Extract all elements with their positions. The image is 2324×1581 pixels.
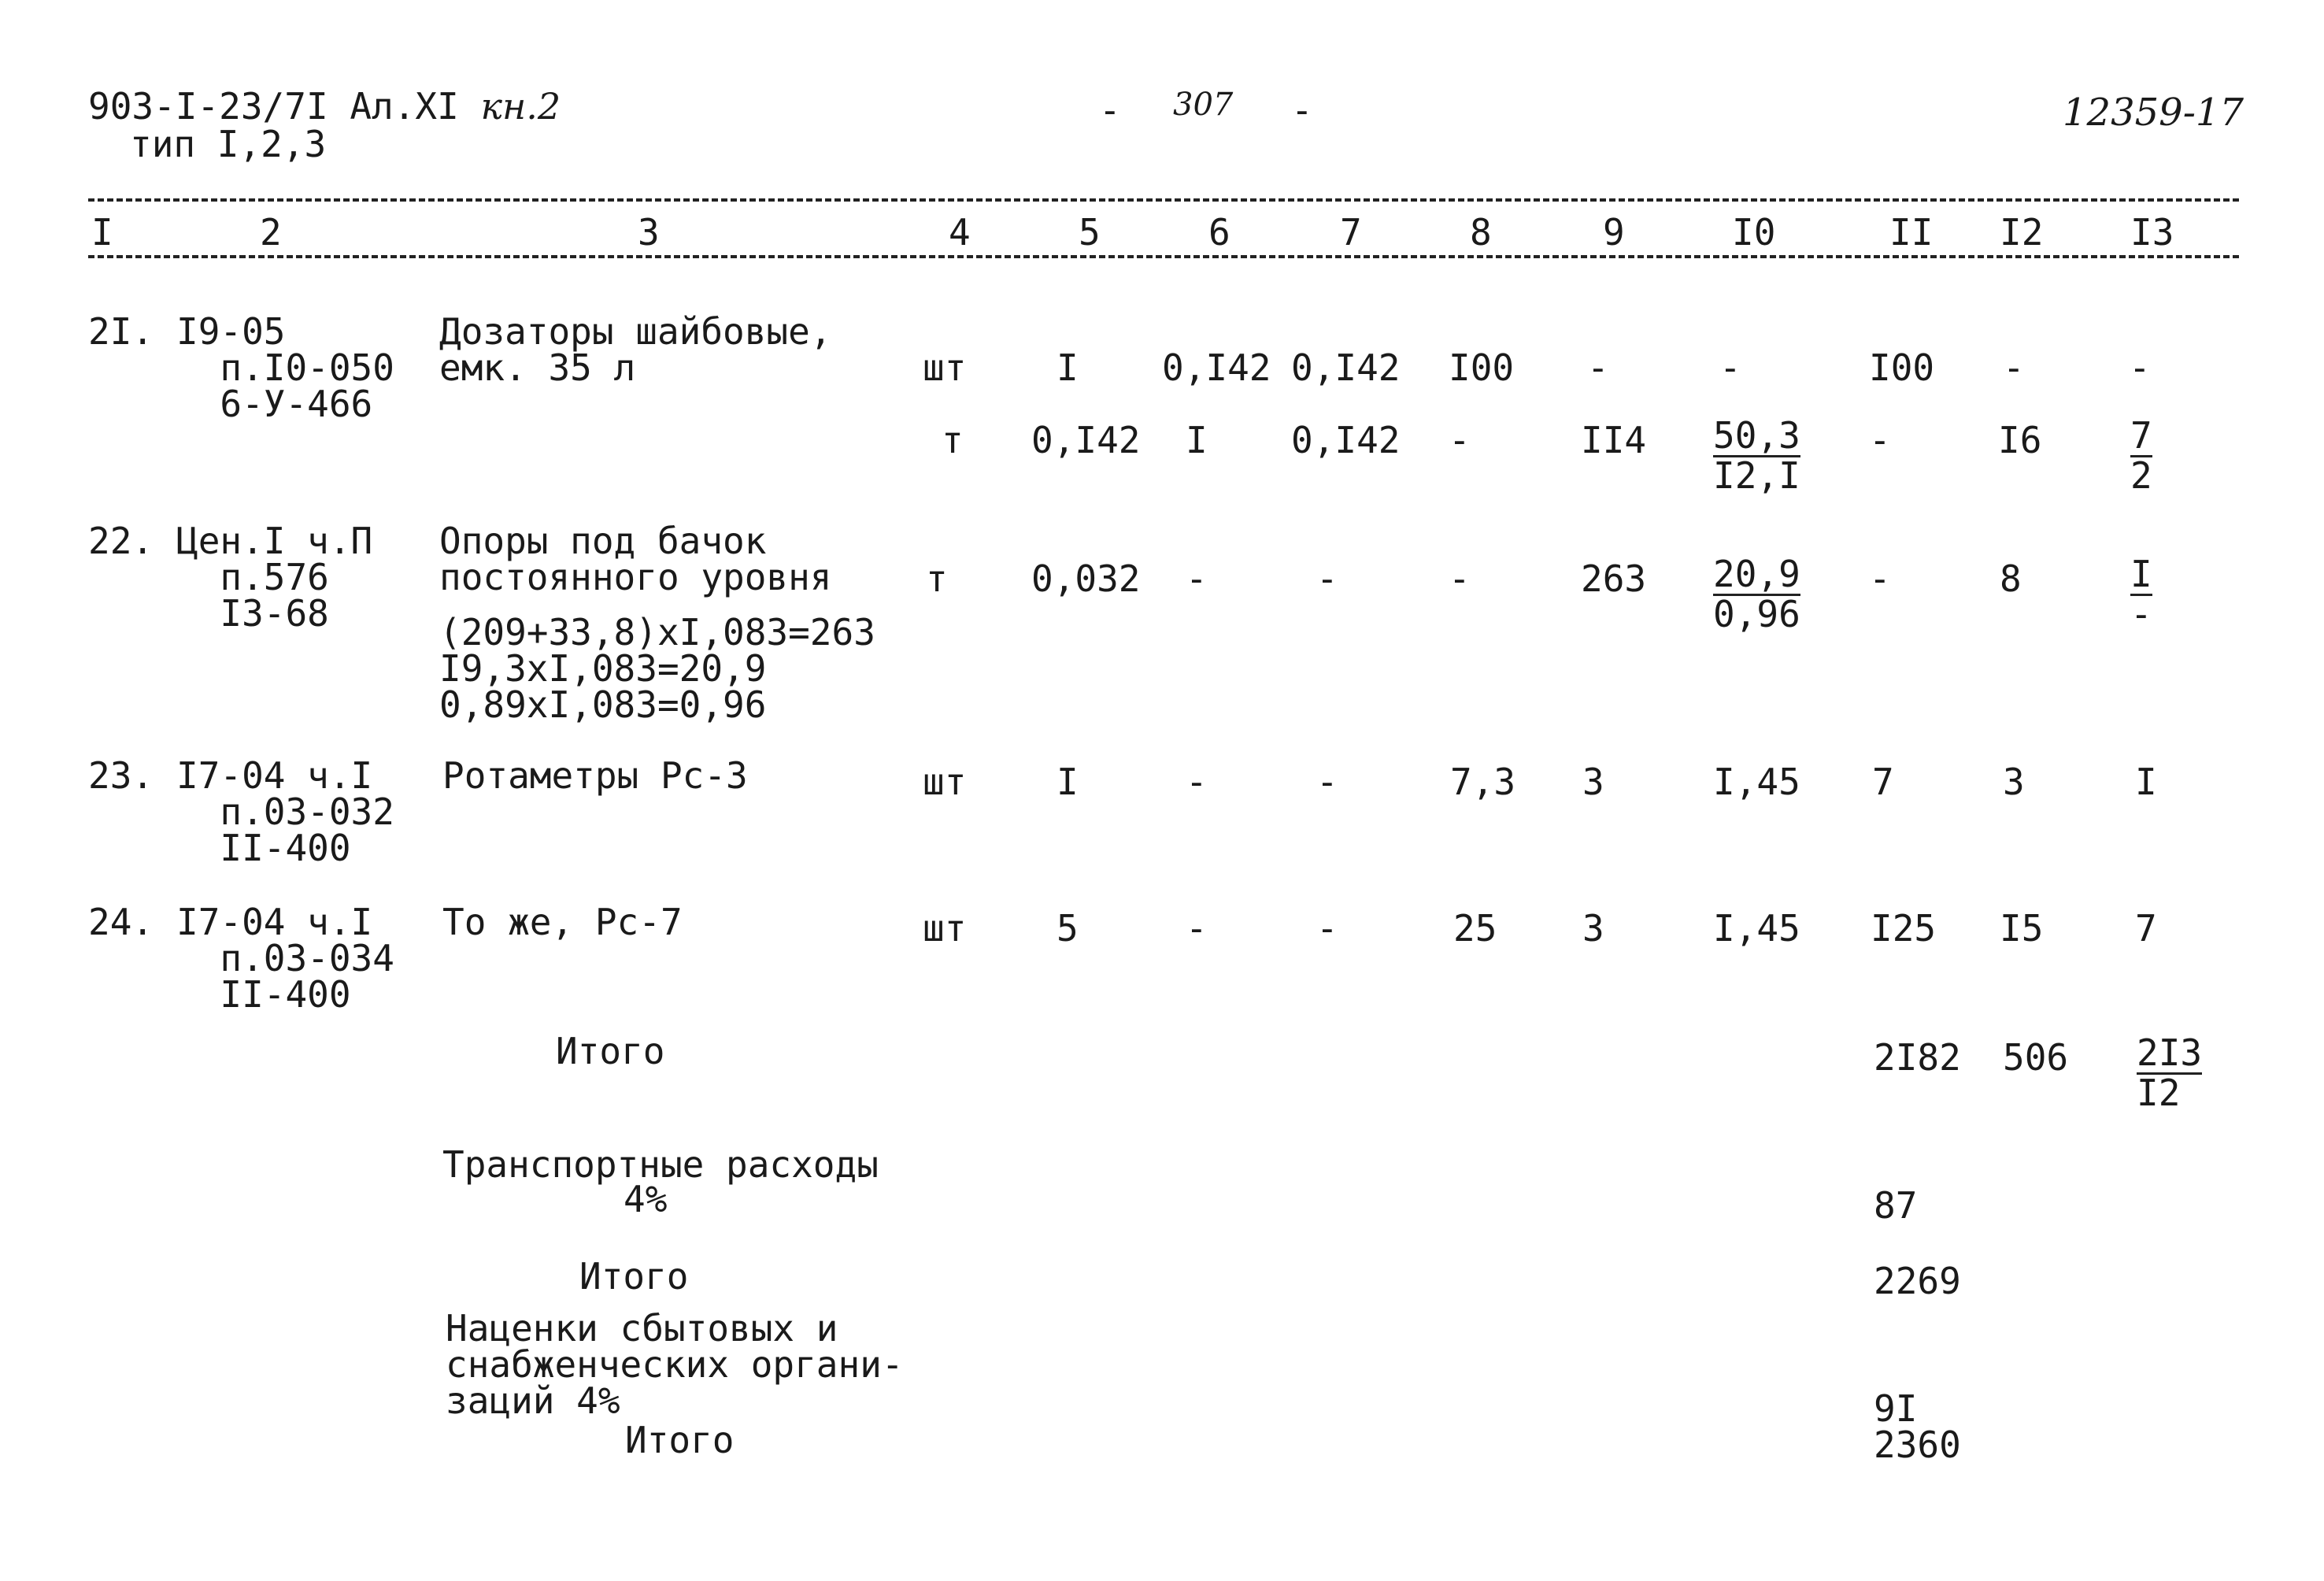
cell-col5: 0,032 <box>1031 557 1141 600</box>
total-label: Итого <box>625 1419 735 1461</box>
cell-unit: т <box>942 419 964 461</box>
cell-col8: I00 <box>1449 346 1515 389</box>
cell-unit: шт <box>923 907 967 950</box>
cell-col13: I <box>2135 761 2157 803</box>
document-type: тип I,2,3 <box>130 123 327 165</box>
col-header-3: 3 <box>638 211 660 254</box>
col-header-2: 2 <box>260 211 282 254</box>
cell-col11: - <box>1869 419 1891 461</box>
cell-col10-fraction: $\frac{20,9}{0,96}$ <box>1713 553 1800 635</box>
cell-col12: I5 <box>2000 907 2044 950</box>
cell-col13-fraction: I - <box>2130 553 2152 635</box>
col-header-4: 4 <box>949 211 971 254</box>
cell-col7: 0,I42 <box>1291 419 1401 461</box>
total-col11: 2360 <box>1874 1424 1961 1466</box>
archive-number: 12359-17 <box>2063 91 2244 135</box>
transport-col11: 87 <box>1874 1184 1918 1227</box>
document-code: 903-I-23/7I Ал.XI кн.2 <box>88 85 561 128</box>
cell-col6: - <box>1186 761 1208 803</box>
cell-col5: 5 <box>1057 907 1079 950</box>
cell-col7: - <box>1316 557 1338 600</box>
cell-col10-fraction: $\frac{50,3}{I2,I}$ <box>1713 414 1800 497</box>
transport-percent: 4% <box>624 1178 668 1220</box>
cell-col6: I <box>1186 419 1208 461</box>
cell-unit: шт <box>923 346 967 389</box>
cell-col10: I,45 <box>1713 907 1800 950</box>
col-header-5: 5 <box>1079 211 1101 254</box>
cell-col7: 0,I42 <box>1291 346 1401 389</box>
total-col11: 2I82 <box>1874 1036 1961 1079</box>
row-description: Опоры под бачок постоянного уровня <box>439 520 832 598</box>
row-reference: Цен.I ч.П п.576 I3-68 <box>176 520 373 635</box>
cell-col12: I6 <box>1998 419 2042 461</box>
cell-unit: т <box>926 557 948 600</box>
markup-col11: 9I <box>1874 1387 1918 1430</box>
row-calculation: (209+33,8)хI,083=263 I9,3хI,083=20,9 0,89хI,083=0,96 <box>439 611 875 726</box>
row-reference: I7-04 ч.I п.03-032 II-400 <box>176 754 394 869</box>
header-bottom-rule <box>88 255 2239 258</box>
cell-col5: 0,I42 <box>1031 419 1141 461</box>
col-header-10: I0 <box>1732 211 1776 254</box>
cell-col11: - <box>1869 557 1891 600</box>
cell-col8: - <box>1449 557 1471 600</box>
col-header-13: I3 <box>2130 211 2174 254</box>
cell-col5: I <box>1057 761 1079 803</box>
transport-label: Транспортные расходы <box>442 1143 879 1186</box>
header-top-rule <box>88 198 2239 202</box>
cell-col12: - <box>2003 346 2025 389</box>
cell-col9: 263 <box>1581 557 1647 600</box>
total-label: Итого <box>556 1030 665 1072</box>
markup-label: Наценки сбытовых и снабженческих органи- заций 4% <box>446 1307 904 1422</box>
cell-col8: 7,3 <box>1450 761 1516 803</box>
cell-col12: 8 <box>2000 557 2022 600</box>
cell-col7: - <box>1316 761 1338 803</box>
cell-col8: 25 <box>1453 907 1497 950</box>
col-header-8: 8 <box>1470 211 1492 254</box>
total-col12: 506 <box>2003 1036 2069 1079</box>
row-reference: I9-05 п.I0-050 6-У-466 <box>176 310 394 425</box>
col-header-12: I2 <box>2000 211 2044 254</box>
cell-col6: - <box>1186 907 1208 950</box>
cell-col13: - <box>2129 346 2151 389</box>
cell-col11: I00 <box>1869 346 1935 389</box>
row-reference: I7-04 ч.I п.03-034 II-400 <box>176 901 394 1016</box>
cell-col13: 7 <box>2135 907 2157 950</box>
page-dash-left: - <box>1099 89 1121 131</box>
cell-col11: 7 <box>1872 761 1894 803</box>
cell-unit: шт <box>923 761 967 803</box>
cell-col7: - <box>1316 907 1338 950</box>
row-number: 22. <box>88 520 154 562</box>
row-number: 2I. <box>88 310 154 353</box>
row-number: 23. <box>88 754 154 797</box>
col-header-11: II <box>1889 211 1934 254</box>
page-dash-right: - <box>1291 89 1313 131</box>
total-label: Итого <box>579 1255 689 1298</box>
cell-col12: 3 <box>2003 761 2025 803</box>
cell-col6: - <box>1186 557 1208 600</box>
cell-col10: I,45 <box>1713 761 1800 803</box>
cell-col5: I <box>1057 346 1079 389</box>
book-number: кн.2 <box>480 85 561 128</box>
cell-col9: 3 <box>1582 761 1604 803</box>
cell-col8: - <box>1449 419 1471 461</box>
col-header-1: I <box>91 211 113 254</box>
cell-col9: - <box>1587 346 1609 389</box>
page-number: 307 <box>1173 87 1234 123</box>
cell-col6: 0,I42 <box>1162 346 1271 389</box>
col-header-7: 7 <box>1340 211 1362 254</box>
row-number: 24. <box>88 901 154 943</box>
row-description: Ротаметры Рс-3 <box>442 754 748 797</box>
cell-col13-fraction: $\frac{7}{2}$ <box>2130 414 2152 497</box>
cell-col11: I25 <box>1871 907 1937 950</box>
col-header-6: 6 <box>1208 211 1230 254</box>
total-col13-fraction: $\frac{2I3}{I2}$ <box>2137 1031 2203 1114</box>
col-header-9: 9 <box>1603 211 1625 254</box>
cell-col9: II4 <box>1581 419 1647 461</box>
total-col11: 2269 <box>1874 1260 1961 1302</box>
row-description: Дозаторы шайбовые, емк. 35 л <box>439 310 832 389</box>
row-description: То же, Рс-7 <box>442 901 683 943</box>
cell-col10: - <box>1719 346 1741 389</box>
cell-col9: 3 <box>1582 907 1604 950</box>
